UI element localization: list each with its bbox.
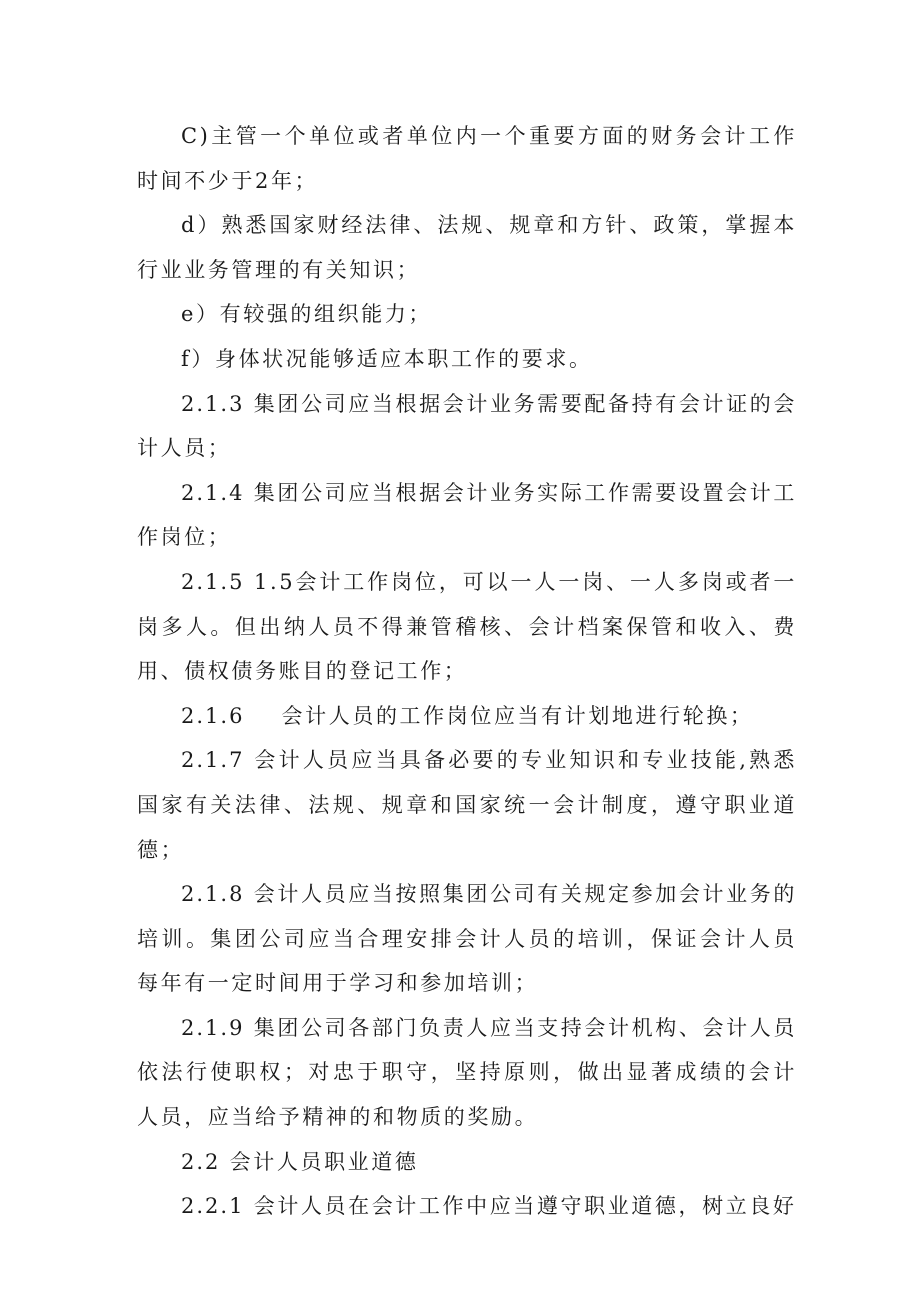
section-number: 2.1.8 bbox=[181, 882, 245, 907]
paragraph-2-1-3 bbox=[137, 382, 797, 471]
section-number: 2.1.7 bbox=[181, 748, 245, 773]
paragraph-text: 会计人员在会计工作中应当遵守职业道德，树立良好 bbox=[244, 1194, 797, 1219]
paragraph-2-1-5 bbox=[137, 560, 797, 694]
paragraph-text: 集团公司应当根据会计业务实际工作需要设置会计工作岗位； bbox=[137, 480, 797, 550]
section-number: 2.2.1 bbox=[181, 1194, 245, 1219]
paragraph-f bbox=[137, 337, 797, 382]
paragraph-2-1-6 bbox=[137, 694, 797, 739]
paragraph-text: 1.5会计工作岗位，可以一人一岗、一人多岗或者一岗多人。但出纳人员不得兼管稽核、会计档案保管和收入、费用、债权债务账目的登记工作； bbox=[137, 569, 797, 684]
paragraph-text: 会计人员的工作岗位应当有计划地进行轮换； bbox=[244, 703, 754, 728]
paragraph-text: C)主管一个单位或者单位内一个重要方面的财务会计工作时间不少于2年； bbox=[137, 124, 797, 193]
section-number: 2.1.3 bbox=[181, 391, 245, 416]
paragraph-text: 集团公司应当根据会计业务需要配备持有会计证的会计人员； bbox=[137, 391, 797, 461]
paragraph-text: 会计人员职业道德 bbox=[220, 1149, 419, 1174]
paragraph-2-1-4 bbox=[137, 471, 797, 560]
paragraph-text: 会计人员应当具备必要的专业知识和专业技能,熟悉国家有关法律、法规、规章和国家统一会计制度，遵守职业道德； bbox=[137, 748, 797, 862]
paragraph-2-1-8 bbox=[137, 872, 797, 1006]
paragraph-text: f）身体状况能够适应本职工作的要求。 bbox=[181, 346, 593, 371]
paragraph-e bbox=[137, 292, 797, 337]
section-number: 2.2 bbox=[181, 1149, 221, 1174]
paragraph-text: d）熟悉国家财经法律、法规、规章和方针、政策，掌握本行业业务管理的有关知识； bbox=[137, 213, 797, 282]
section-number: 2.1.4 bbox=[181, 480, 245, 505]
paragraph-c bbox=[137, 114, 797, 203]
paragraph-text: e）有较强的组织能力； bbox=[181, 302, 433, 327]
section-number: 2.1.6 bbox=[181, 703, 245, 728]
paragraph-2-2-1 bbox=[137, 1184, 797, 1229]
paragraph-d bbox=[137, 203, 797, 292]
paragraph-2-1-9 bbox=[137, 1006, 797, 1140]
paragraph-2-2 bbox=[137, 1140, 797, 1185]
section-number: 2.1.9 bbox=[181, 1015, 245, 1040]
paragraph-text: 集团公司各部门负责人应当支持会计机构、会计人员依法行使职权；对忠于职守，坚持原则，做出显著成绩的会计人员，应当给予精神的和物质的奖励。 bbox=[137, 1015, 797, 1130]
paragraph-text: 会计人员应当按照集团公司有关规定参加会计业务的培训。集团公司应当合理安排会计人员的培训，保证会计人员每年有一定时间用于学习和参加培训； bbox=[137, 882, 797, 996]
document-body bbox=[137, 114, 797, 1229]
paragraph-2-1-7 bbox=[137, 738, 797, 872]
section-number: 2.1.5 bbox=[181, 569, 245, 594]
